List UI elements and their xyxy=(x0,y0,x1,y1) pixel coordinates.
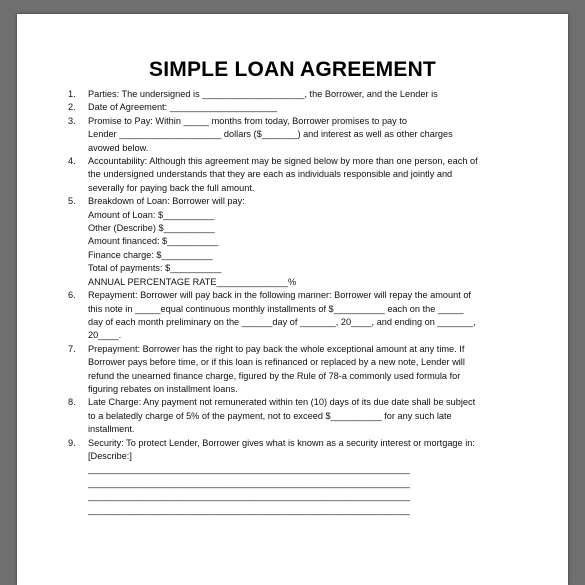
clause-late-charge xyxy=(17,396,522,436)
clause-line: avowed below. xyxy=(88,142,149,153)
clause-line: Repayment: Borrower will pay back in the following manner: Borrower will repay the amount of xyxy=(88,290,471,301)
clause-line: Breakdown of Loan: Borrower will pay: xyxy=(88,196,245,207)
breakdown-amount-of-loan: Amount of Loan: $__________ xyxy=(88,209,215,220)
clause-date xyxy=(17,101,522,114)
clause-parties xyxy=(17,88,522,101)
document-page xyxy=(17,14,568,585)
clause-number: 3. xyxy=(68,115,76,126)
clause-number: 4. xyxy=(68,156,76,167)
clause-line: the undersigned understands that they are each as individuals responsible and jointly and xyxy=(88,169,453,180)
clause-line: refund the unearned finance charge, figured by the Rule of 78-a commonly used formula for xyxy=(88,370,461,381)
clause-number: 5. xyxy=(68,196,76,207)
breakdown-finance-charge: Finance charge: $__________ xyxy=(88,249,213,260)
clause-line: to a belatedly charge of 5% of the payment, not to exceed $__________ for any such late xyxy=(88,410,452,421)
breakdown-apr: ANNUAL PERCENTAGE RATE______________% xyxy=(88,276,297,287)
breakdown-total-of-payments: Total of payments: $__________ xyxy=(88,263,222,274)
clause-line: Parties: The undersigned is ____________________, the Borrower, and the Lender is xyxy=(88,89,438,99)
clause-line: Lender ____________________ dollars ($_______) and interest as well as other charges xyxy=(88,129,453,140)
clause-list xyxy=(17,88,522,517)
clause-number: 9. xyxy=(68,437,76,448)
clause-line: Security: To protect Lender, Borrower gives what is known as a security interest or mortgage in: xyxy=(88,437,475,448)
clause-line: day of each month preliminary on the ______day of _______, 20____, and ending on _______, xyxy=(88,316,476,327)
clause-line: severally for paying back the full amount. xyxy=(88,182,255,193)
clause-promise-to-pay xyxy=(17,115,522,155)
security-blank-line: _______________________________________________________________ xyxy=(88,491,410,502)
clause-line: installment. xyxy=(88,424,135,435)
clause-accountability xyxy=(17,155,522,195)
clause-line: this note in _____equal continuous monthly installments of $__________ each on the _____ xyxy=(88,303,464,314)
clause-breakdown-of-loan xyxy=(17,195,522,289)
clause-repayment xyxy=(17,289,522,343)
clause-line: [Describe:] xyxy=(88,450,132,461)
security-blank-line: _______________________________________________________________ xyxy=(88,504,410,515)
clause-number: 7. xyxy=(68,343,76,354)
clause-number: 2. xyxy=(68,102,76,113)
breakdown-amount-financed: Amount financed: $__________ xyxy=(88,236,219,247)
breakdown-other: Other (Describe) $__________ xyxy=(88,223,215,234)
clause-number: 6. xyxy=(68,290,76,301)
clause-line: Prepayment: Borrower has the right to pay back the whole exceptional amount at any time. If xyxy=(88,343,465,354)
clause-prepayment xyxy=(17,343,522,397)
clause-line: figuring rebates on installment loans. xyxy=(88,383,238,394)
clause-line: Late Charge: Any payment not remunerated within ten (10) days of its due date shall be subject xyxy=(88,397,476,408)
clause-line: Borrower pays before time, or if this loan is refinanced or replaced by a new note, Lender will xyxy=(88,357,465,368)
clause-line: Date of Agreement: _____________________ xyxy=(88,102,278,113)
clause-number: 1. xyxy=(68,89,76,99)
clause-security xyxy=(17,437,522,517)
clause-line: Promise to Pay: Within _____ months from today, Borrower promises to pay to xyxy=(88,115,407,126)
clause-line: 20____. xyxy=(88,330,122,341)
security-blank-line: _______________________________________________________________ xyxy=(88,464,410,475)
security-blank-line: _______________________________________________________________ xyxy=(88,477,410,488)
document-title: SIMPLE LOAN AGREEMENT xyxy=(149,58,436,81)
clause-line: Accountability: Although this agreement may be signed below by more than one person, each of xyxy=(88,156,478,167)
clause-number: 8. xyxy=(68,397,76,408)
